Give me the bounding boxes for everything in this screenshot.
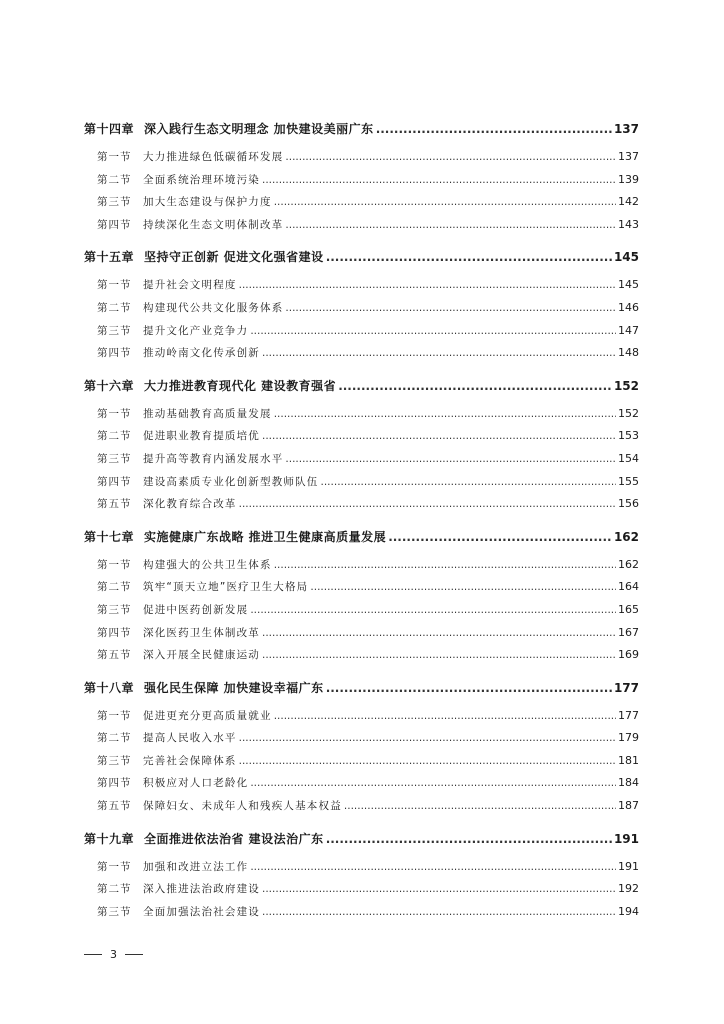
chapter-page-number: 177 — [613, 680, 639, 695]
section-number: 第五节 — [97, 649, 132, 662]
dot-leader — [274, 191, 616, 214]
chapter-entry[interactable] — [84, 520, 639, 554]
page-footer — [84, 948, 143, 961]
dot-leader — [310, 576, 616, 599]
dot-leader — [250, 772, 616, 795]
section-page-number: 139 — [618, 172, 639, 186]
section-entry[interactable] — [84, 274, 639, 297]
section-title: 建设高素质专业化创新型教师队伍 — [143, 475, 319, 488]
section-number: 第四节 — [97, 347, 132, 360]
dot-leader — [274, 554, 616, 577]
section-page-number: 153 — [618, 429, 639, 443]
section-title: 筑牢“顶天立地”医疗卫生大格局 — [143, 581, 309, 594]
section-page-number: 164 — [618, 580, 639, 594]
section-entry[interactable] — [84, 644, 639, 667]
dot-leader — [239, 274, 616, 297]
dot-leader — [274, 705, 616, 728]
dot-leader — [376, 112, 612, 146]
section-page-number: 179 — [618, 731, 639, 745]
section-entry[interactable] — [84, 705, 639, 728]
section-page-number: 187 — [618, 799, 639, 813]
chapter-title: 坚持守正创新 促进文化强省建设 — [144, 250, 324, 265]
section-number: 第五节 — [97, 498, 132, 511]
footer-rule-right — [125, 954, 143, 955]
dot-leader — [250, 856, 616, 879]
section-title: 深化医药卫生体制改革 — [143, 626, 260, 639]
section-title: 持续深化生态文明体制改革 — [143, 218, 284, 231]
chapter-title: 强化民生保障 加快建设幸福广东 — [144, 680, 324, 695]
section-entry[interactable] — [84, 795, 639, 818]
dot-leader — [262, 622, 616, 645]
section-number: 第三节 — [97, 196, 132, 209]
section-page-number: 148 — [618, 346, 639, 360]
section-title: 全面系统治理环境污染 — [143, 173, 260, 186]
section-page-number: 155 — [618, 474, 639, 488]
dot-leader — [262, 425, 616, 448]
chapter-number: 第十六章 — [84, 378, 135, 393]
chapter-title: 实施健康广东战略 推进卫生健康高质量发展 — [144, 529, 387, 544]
section-number: 第二节 — [97, 430, 132, 443]
section-entry[interactable] — [84, 901, 639, 924]
section-entry[interactable] — [84, 622, 639, 645]
section-page-number: 143 — [618, 217, 639, 231]
section-entry[interactable] — [84, 772, 639, 795]
dot-leader — [338, 369, 612, 403]
chapter-page-number: 145 — [613, 250, 639, 265]
dot-leader — [262, 342, 616, 365]
section-number: 第一节 — [97, 709, 132, 722]
dot-leader — [388, 520, 612, 554]
section-entry[interactable] — [84, 214, 639, 237]
section-page-number: 152 — [618, 406, 639, 420]
section-entry[interactable] — [84, 554, 639, 577]
section-number: 第三节 — [97, 452, 132, 465]
chapter-entry[interactable] — [84, 240, 639, 274]
dot-leader — [326, 671, 612, 705]
section-title: 促进中医药创新发展 — [143, 603, 249, 616]
section-title: 深化教育综合改革 — [143, 498, 237, 511]
section-entry[interactable] — [84, 493, 639, 516]
section-number: 第三节 — [97, 754, 132, 767]
section-title: 提高人民收入水平 — [143, 732, 237, 745]
section-title: 构建强大的公共卫生体系 — [143, 558, 272, 571]
dot-leader — [262, 644, 616, 667]
section-title: 完善社会保障体系 — [143, 754, 237, 767]
section-title: 促进更充分更高质量就业 — [143, 709, 272, 722]
dot-leader — [326, 822, 612, 856]
chapter-entry[interactable] — [84, 671, 639, 705]
section-page-number: 167 — [618, 625, 639, 639]
chapter-page-number: 191 — [613, 831, 639, 846]
chapter-number: 第十八章 — [84, 680, 135, 695]
section-title: 加强和改进立法工作 — [143, 860, 249, 873]
section-title: 促进职业教育提质培优 — [143, 430, 260, 443]
section-number: 第二节 — [97, 581, 132, 594]
section-page-number: 162 — [618, 557, 639, 571]
section-title: 积极应对人口老龄化 — [143, 777, 249, 790]
chapter-page-number: 137 — [613, 122, 639, 136]
section-number: 第三节 — [97, 905, 132, 918]
section-number: 第四节 — [97, 626, 132, 639]
section-page-number: 147 — [618, 323, 639, 337]
section-title: 深入开展全民健康运动 — [143, 649, 260, 662]
section-page-number: 146 — [618, 300, 639, 314]
section-page-number: 194 — [618, 904, 639, 918]
chapter-page-number: 152 — [613, 378, 639, 393]
section-entry[interactable] — [84, 471, 639, 494]
section-number: 第四节 — [97, 777, 132, 790]
section-page-number: 192 — [618, 882, 639, 896]
section-entry[interactable] — [84, 750, 639, 773]
section-title: 提升高等教育内涵发展水平 — [143, 452, 284, 465]
section-entry[interactable] — [84, 856, 639, 879]
section-entry[interactable] — [84, 576, 639, 599]
dot-leader — [285, 297, 616, 320]
dot-leader — [250, 320, 616, 343]
section-title: 深入推进法治政府建设 — [143, 883, 260, 896]
section-entry[interactable] — [84, 169, 639, 192]
section-page-number: 191 — [618, 859, 639, 873]
section-number: 第二节 — [97, 173, 132, 186]
section-title: 加大生态建设与保护力度 — [143, 196, 272, 209]
section-page-number: 184 — [618, 776, 639, 790]
section-entry[interactable] — [84, 403, 639, 426]
dot-leader — [285, 448, 616, 471]
dot-leader — [274, 403, 616, 426]
section-number: 第二节 — [97, 732, 132, 745]
section-title: 推动基础教育高质量发展 — [143, 407, 272, 420]
section-page-number: 169 — [618, 648, 639, 662]
section-entry[interactable] — [84, 191, 639, 214]
section-number: 第三节 — [97, 324, 132, 337]
section-number: 第三节 — [97, 603, 132, 616]
section-page-number: 177 — [618, 708, 639, 722]
dot-leader — [285, 146, 616, 169]
section-number: 第五节 — [97, 800, 132, 813]
dot-leader — [285, 214, 616, 237]
chapter-title: 大力推进教育现代化 建设教育强省 — [144, 378, 337, 393]
section-title: 大力推进绿色低碳循环发展 — [143, 151, 284, 163]
chapter-title: 全面推进依法治省 建设法治广东 — [144, 831, 324, 846]
dot-leader — [239, 493, 616, 516]
section-page-number: 145 — [618, 278, 639, 292]
section-entry[interactable] — [84, 342, 639, 365]
footer-rule-left — [84, 954, 102, 955]
section-number: 第四节 — [97, 218, 132, 231]
table-of-contents — [84, 112, 639, 923]
section-entry[interactable] — [84, 297, 639, 320]
section-title: 构建现代公共文化服务体系 — [143, 301, 284, 314]
section-title: 推动岭南文化传承创新 — [143, 347, 260, 360]
dot-leader — [326, 240, 612, 274]
section-entry[interactable] — [84, 448, 639, 471]
section-number: 第一节 — [97, 151, 132, 163]
section-number: 第一节 — [97, 558, 132, 571]
dot-leader — [262, 901, 616, 924]
chapter-number: 第十九章 — [84, 831, 135, 846]
chapter-number: 第十四章 — [84, 122, 135, 136]
dot-leader — [250, 599, 616, 622]
section-entry[interactable] — [84, 146, 639, 169]
dot-leader — [321, 471, 617, 494]
section-page-number: 137 — [618, 150, 639, 163]
dot-leader — [239, 727, 616, 750]
section-number: 第一节 — [97, 407, 132, 420]
section-page-number: 154 — [618, 451, 639, 465]
chapter-page-number: 162 — [613, 529, 639, 544]
chapter-entry[interactable] — [84, 822, 639, 856]
section-page-number: 142 — [618, 195, 639, 209]
dot-leader — [262, 878, 616, 901]
chapter-number: 第十七章 — [84, 529, 135, 544]
section-number: 第二节 — [97, 883, 132, 896]
page-number: 3 — [110, 948, 117, 961]
chapter-number: 第十五章 — [84, 250, 135, 265]
section-entry[interactable] — [84, 425, 639, 448]
section-title: 提升文化产业竞争力 — [143, 324, 249, 337]
section-number: 第一节 — [97, 279, 132, 292]
section-number: 第二节 — [97, 301, 132, 314]
section-page-number: 165 — [618, 602, 639, 616]
dot-leader — [239, 750, 616, 773]
section-number: 第四节 — [97, 475, 132, 488]
chapter-entry[interactable] — [84, 112, 639, 146]
section-page-number: 156 — [618, 497, 639, 511]
section-number: 第一节 — [97, 860, 132, 873]
chapter-title: 深入践行生态文明理念 加快建设美丽广东 — [144, 122, 374, 136]
section-title: 保障妇女、未成年人和残疾人基本权益 — [143, 800, 342, 813]
dot-leader — [262, 169, 616, 192]
section-entry[interactable] — [84, 320, 639, 343]
section-entry[interactable] — [84, 727, 639, 750]
dot-leader — [344, 795, 616, 818]
section-title: 全面加强法治社会建设 — [143, 905, 260, 918]
section-entry[interactable] — [84, 878, 639, 901]
section-page-number: 181 — [618, 753, 639, 767]
chapter-entry[interactable] — [84, 369, 639, 403]
section-title: 提升社会文明程度 — [143, 279, 237, 292]
section-entry[interactable] — [84, 599, 639, 622]
